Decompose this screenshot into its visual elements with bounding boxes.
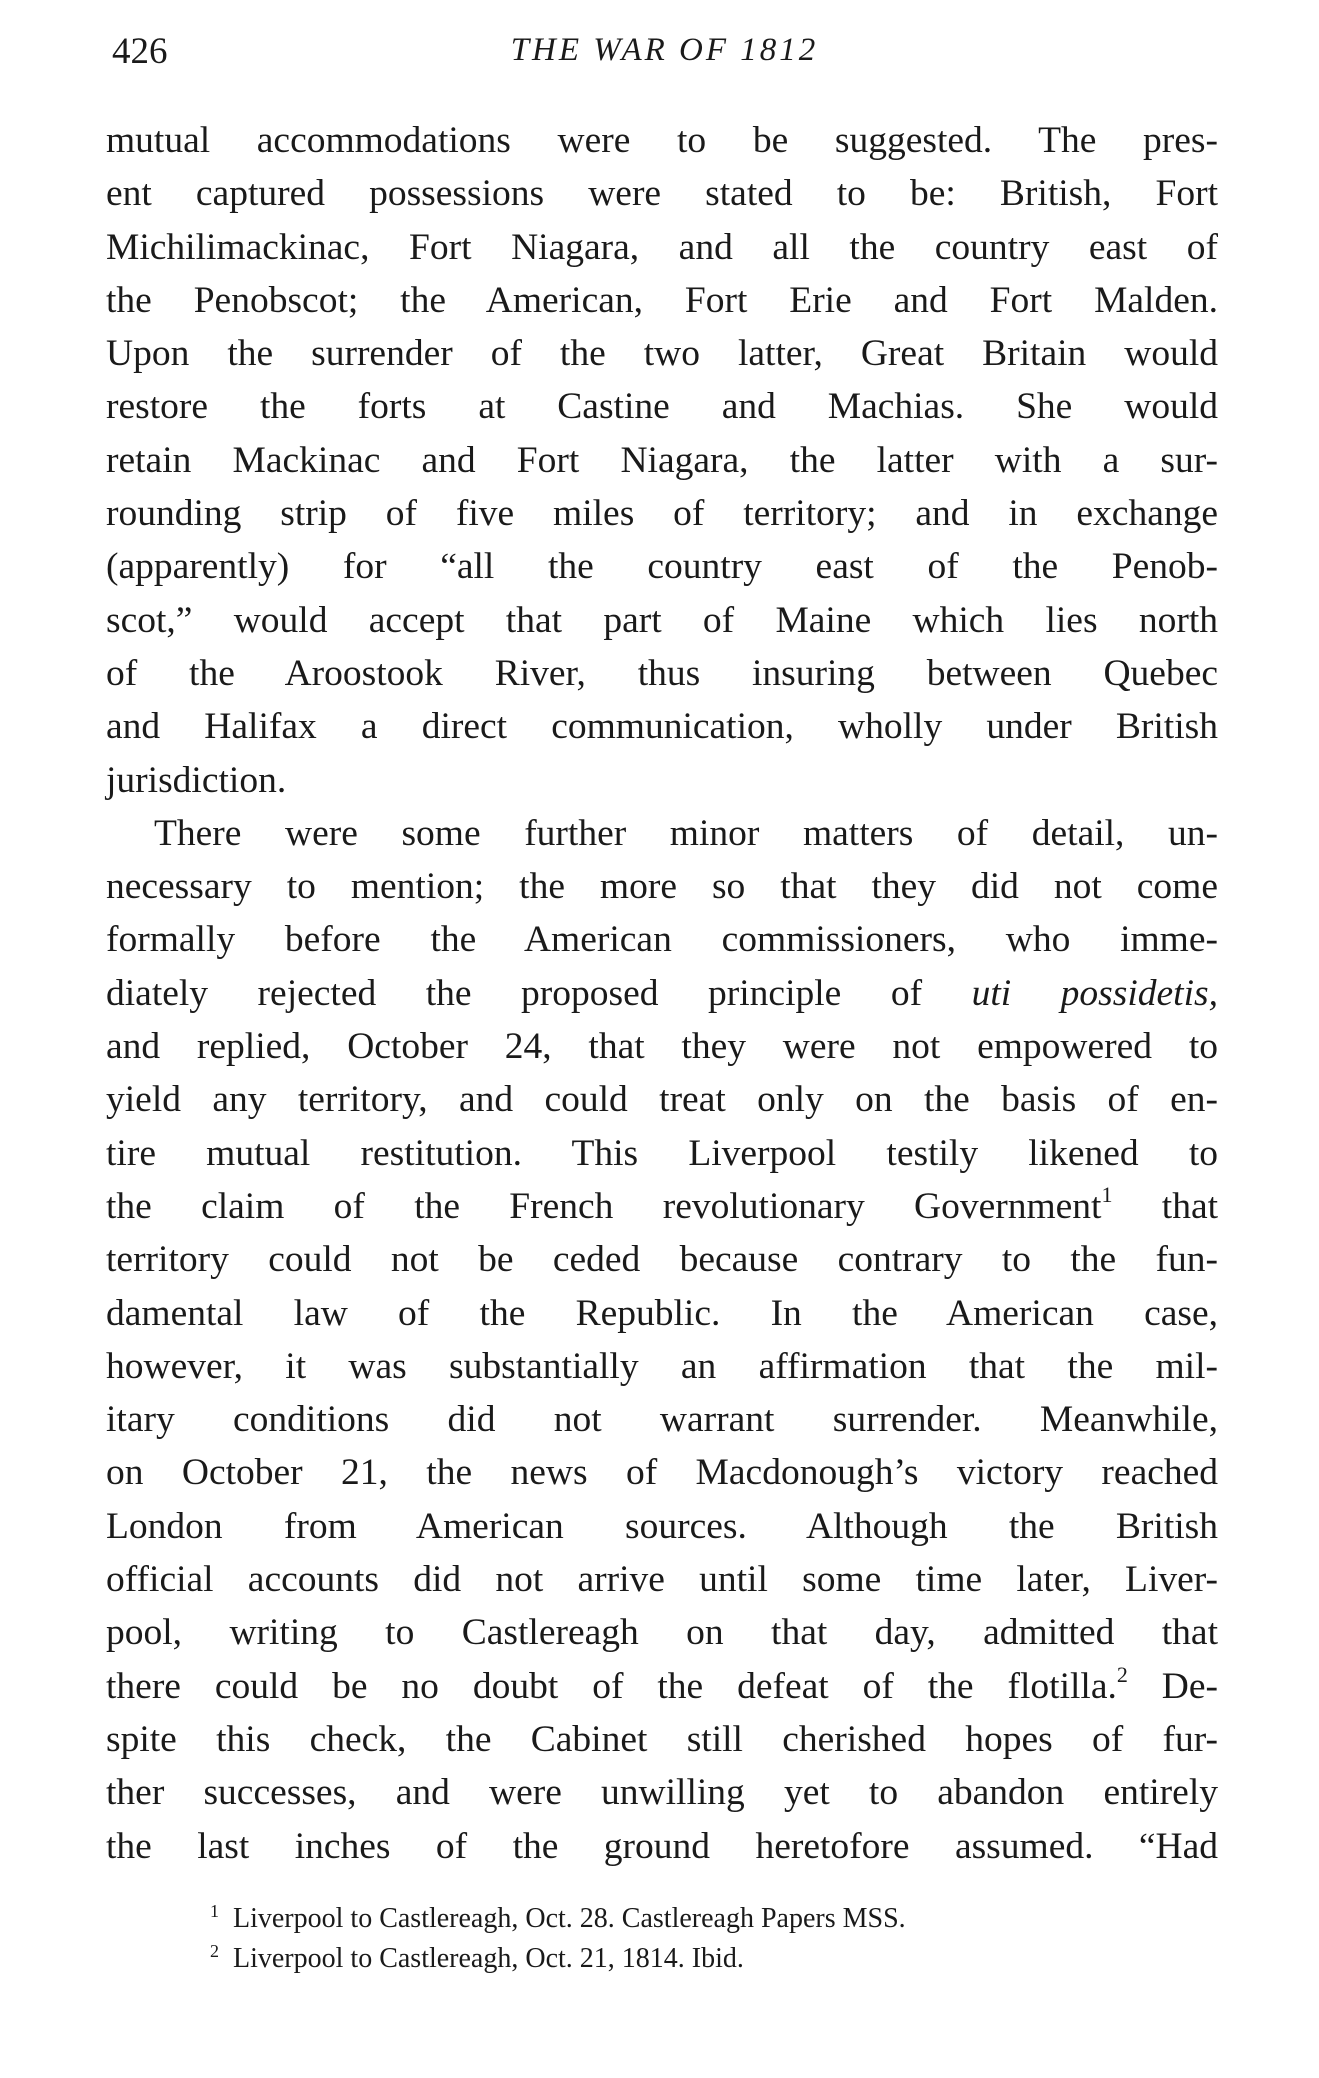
text-segment: the claim of the French revolutionary Government <box>106 1185 1102 1227</box>
italic-phrase: uti possidetis, <box>971 972 1218 1014</box>
text-line: official accounts did not arrive until some time later, Liver- <box>106 1559 1218 1601</box>
text-line: territory could not be ceded because contrary to the fun- <box>106 1239 1218 1281</box>
paragraph-2 <box>106 807 1218 1873</box>
running-title: THE WAR OF 1812 <box>510 32 819 68</box>
text-line: restore the forts at Castine and Machias. She would <box>106 386 1218 428</box>
text-line: jurisdiction. <box>106 759 287 801</box>
footnote-text: Liverpool to Castlereagh, Oct. 21, 1814. Ibid. <box>233 1943 744 1974</box>
footnote-text: Liverpool to Castlereagh, Oct. 28. Castlereagh Papers MSS. <box>233 1903 906 1934</box>
text-line: rounding strip of five miles of territory; and in exchange <box>106 493 1218 535</box>
text-line: (apparently) for “all the country east of the Penob- <box>106 546 1218 588</box>
text-segment: that <box>1161 1185 1219 1227</box>
text-line: Michilimackinac, Fort Niagara, and all the country east of <box>106 226 1218 268</box>
text-line: London from American sources. Although the British <box>106 1505 1218 1547</box>
paragraph-1 <box>106 114 1218 807</box>
text-line: formally before the American commissioners, who imme- <box>106 919 1218 961</box>
text-line <box>106 1660 1218 1713</box>
text-segment: there could be no doubt of the defeat of the flotilla. <box>106 1665 1117 1707</box>
footnote-1 <box>210 1899 1170 1939</box>
text-line: the Penobscot; the American, Fort Erie and Fort Malden. <box>106 279 1218 321</box>
text-line: tire mutual restitution. This Liverpool testily likened to <box>106 1132 1218 1174</box>
text-line: damental law of the Republic. In the American case, <box>106 1292 1218 1334</box>
footnote-marker: 1 <box>210 1900 219 1921</box>
page-number: 426 <box>112 31 168 72</box>
page-header <box>112 30 1217 90</box>
footnote-marker: 2 <box>210 1940 219 1961</box>
body-text <box>106 114 1218 1873</box>
text-line: itary conditions did not warrant surrender. Meanwhile, <box>106 1399 1218 1441</box>
text-line: necessary to mention; the more so that they did not come <box>106 866 1218 908</box>
text-line: however, it was substantially an affirmation that the mil- <box>106 1345 1218 1387</box>
text-line: and Halifax a direct communication, wholly under British <box>106 706 1218 748</box>
footnote-2 <box>210 1939 1170 1979</box>
text-line: Upon the surrender of the two latter, Great Britain would <box>106 333 1218 375</box>
text-line: pool, writing to Castlereagh on that day, admitted that <box>106 1612 1218 1654</box>
footnote-ref-2: 2 <box>1116 1662 1128 1688</box>
text-line: mutual accommodations were to be suggested. The pres- <box>106 120 1218 161</box>
text-line <box>106 967 1218 1020</box>
text-line: ent captured possessions were stated to be: British, Fort <box>106 173 1218 215</box>
text-line <box>106 1180 1218 1233</box>
text-line: There were some further minor matters of detail, un- <box>154 812 1218 854</box>
text-segment: diately rejected the proposed principle of <box>106 972 923 1014</box>
text-line: the last inches of the ground heretofore assumed. “Had <box>106 1825 1218 1867</box>
footnotes <box>210 1899 1170 1979</box>
text-line: spite this check, the Cabinet still cherished hopes of fur- <box>106 1718 1218 1760</box>
text-line: and replied, October 24, that they were not empowered to <box>106 1026 1218 1068</box>
text-line: yield any territory, and could treat only on the basis of en- <box>106 1079 1218 1121</box>
footnote-ref-1: 1 <box>1101 1182 1113 1208</box>
text-line: retain Mackinac and Fort Niagara, the latter with a sur- <box>106 439 1218 481</box>
text-segment: De- <box>1161 1665 1219 1707</box>
text-line: of the Aroostook River, thus insuring between Quebec <box>106 652 1218 694</box>
text-line: scot,” would accept that part of Maine which lies north <box>106 599 1218 641</box>
text-line: ther successes, and were unwilling yet to abandon entirely <box>106 1772 1218 1814</box>
text-line: on October 21, the news of Macdonough’s victory reached <box>106 1452 1218 1494</box>
